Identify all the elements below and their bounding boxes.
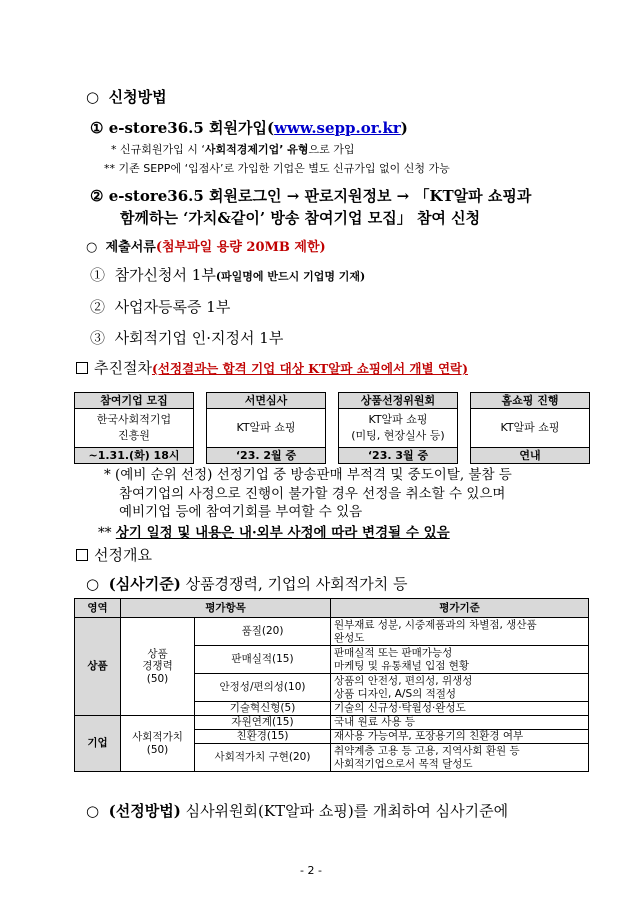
procedure-note-1-line1: * (예비 순위 선정) 선정기업 중 방송판매 부적격 및 중도이탈, 불참 등 [104,467,512,483]
item-cell: 안정성/편의성(10) [195,674,331,702]
docs-item-2: ② 사업자등록증 1부 [90,298,231,316]
procedure-note-1-line3: 예비기업 등에 참여기회를 부여할 수 있음 [119,504,363,520]
method-line: ○ (선정방법) 심사위원회(KT알파 쇼핑)를 개최하여 심사기준에 [86,802,509,820]
apply-step-2-line2: 함께하는 ‘가치&같이’ 방송 참여기업 모집」 참여 신청 [120,209,481,227]
docs-item-3: ③ 사회적기업 인·지정서 1부 [90,329,284,347]
item-cell: 친환경(15) [195,730,331,744]
sub-product-competitiveness: 상품 경쟁력 (50) [121,618,195,716]
docs-heading: ○ 제출서류(첨부파일 용량 20MB 제한) [86,240,326,255]
criteria-cell: 국내 원료 사용 등 [331,716,589,730]
criteria-cell: 기술의 신규성·탁월성·완성도 [331,702,589,716]
header-item: 평가항목 [121,599,331,618]
page-number: - 2 - [300,864,322,877]
checkbox-square-icon [76,362,88,374]
process-box-document-review: 서면심사 KT알파 쇼핑 ‘23. 2월 중 [206,392,326,464]
sub-social-value: 사회적가치 (50) [121,716,195,772]
sepp-link[interactable]: www.sepp.or.kr [274,119,401,137]
criteria-cell: 판매실적 또는 판매가능성 마케팅 및 유통채널 입점 현황 [331,646,589,674]
item-cell: 사회적가치 구현(20) [195,744,331,772]
process-box-home-shopping: 홈쇼핑 진행 KT알파 쇼핑 연내 [470,392,590,464]
overview-heading: 선정개요 [76,544,152,565]
criteria-cell: 원부재료 성분, 시중제품과의 차별점, 생산품 완성도 [331,618,589,646]
process-box-selection-committee: 상품선정위원회 KT알파 쇼핑 (미팅, 현장실사 등) ‘23. 3월 중 [338,392,458,464]
procedure-heading: 추진절차(선정결과는 합격 기업 대상 KT알파 쇼핑에서 개별 연락) [76,357,468,378]
table-header-row [75,599,589,618]
process-box-recruit: 참여기업 모집 한국사회적기업 진흥원 ~1.31.(화) 18시 [74,392,194,464]
apply-note-2: ** 기존 SEPP에 ‘입점사’로 가입한 기업은 별도 신규가입 없이 신청 가능 [104,162,450,175]
docs-item-1: ① 참가신청서 1부(파일명에 반드시 기업명 기재) [90,266,366,284]
criteria-cell: 상품의 안전성, 편의성, 위생성 상품 디자인, A/S의 적절성 [331,674,589,702]
table-row [75,716,589,730]
criteria-cell: 취약계층 고용 등 고용, 지역사회 환원 등 사회적기업으로서 목적 달성도 [331,744,589,772]
criteria-line: ○ (심사기준) 상품경쟁력, 기업의 사회적가치 등 [86,575,408,593]
table-row [75,618,589,646]
checkbox-square-icon [76,549,88,561]
area-company: 기업 [75,716,121,772]
apply-heading: ○ 신청방법 [86,88,167,106]
item-cell: 판매실적(15) [195,646,331,674]
procedure-note-2: ** 상기 일정 및 내용은 내·외부 사정에 따라 변경될 수 있음 [98,525,450,541]
apply-step-2-line1: ② e-store36.5 회원로그인 → 판로지원정보 → 「KT알파 쇼핑과 [90,187,532,205]
item-cell: 기술혁신형(5) [195,702,331,716]
criteria-cell: 재사용 가능여부, 포장용기의 친환경 여부 [331,730,589,744]
evaluation-table [74,598,589,772]
area-product: 상품 [75,618,121,716]
apply-step-1: ① e-store36.5 회원가입(www.sepp.or.kr) [90,119,408,137]
header-area: 영역 [75,599,121,618]
procedure-note-1-line2: 참여기업의 사정으로 진행이 불가할 경우 선정을 취소할 수 있으며 [119,486,506,502]
item-cell: 자원연계(15) [195,716,331,730]
item-cell: 품질(20) [195,618,331,646]
apply-note-1: * 신규회원가입 시 ‘사회적경제기업’ 유형으로 가입 [111,143,355,156]
header-criteria: 평가기준 [331,599,589,618]
